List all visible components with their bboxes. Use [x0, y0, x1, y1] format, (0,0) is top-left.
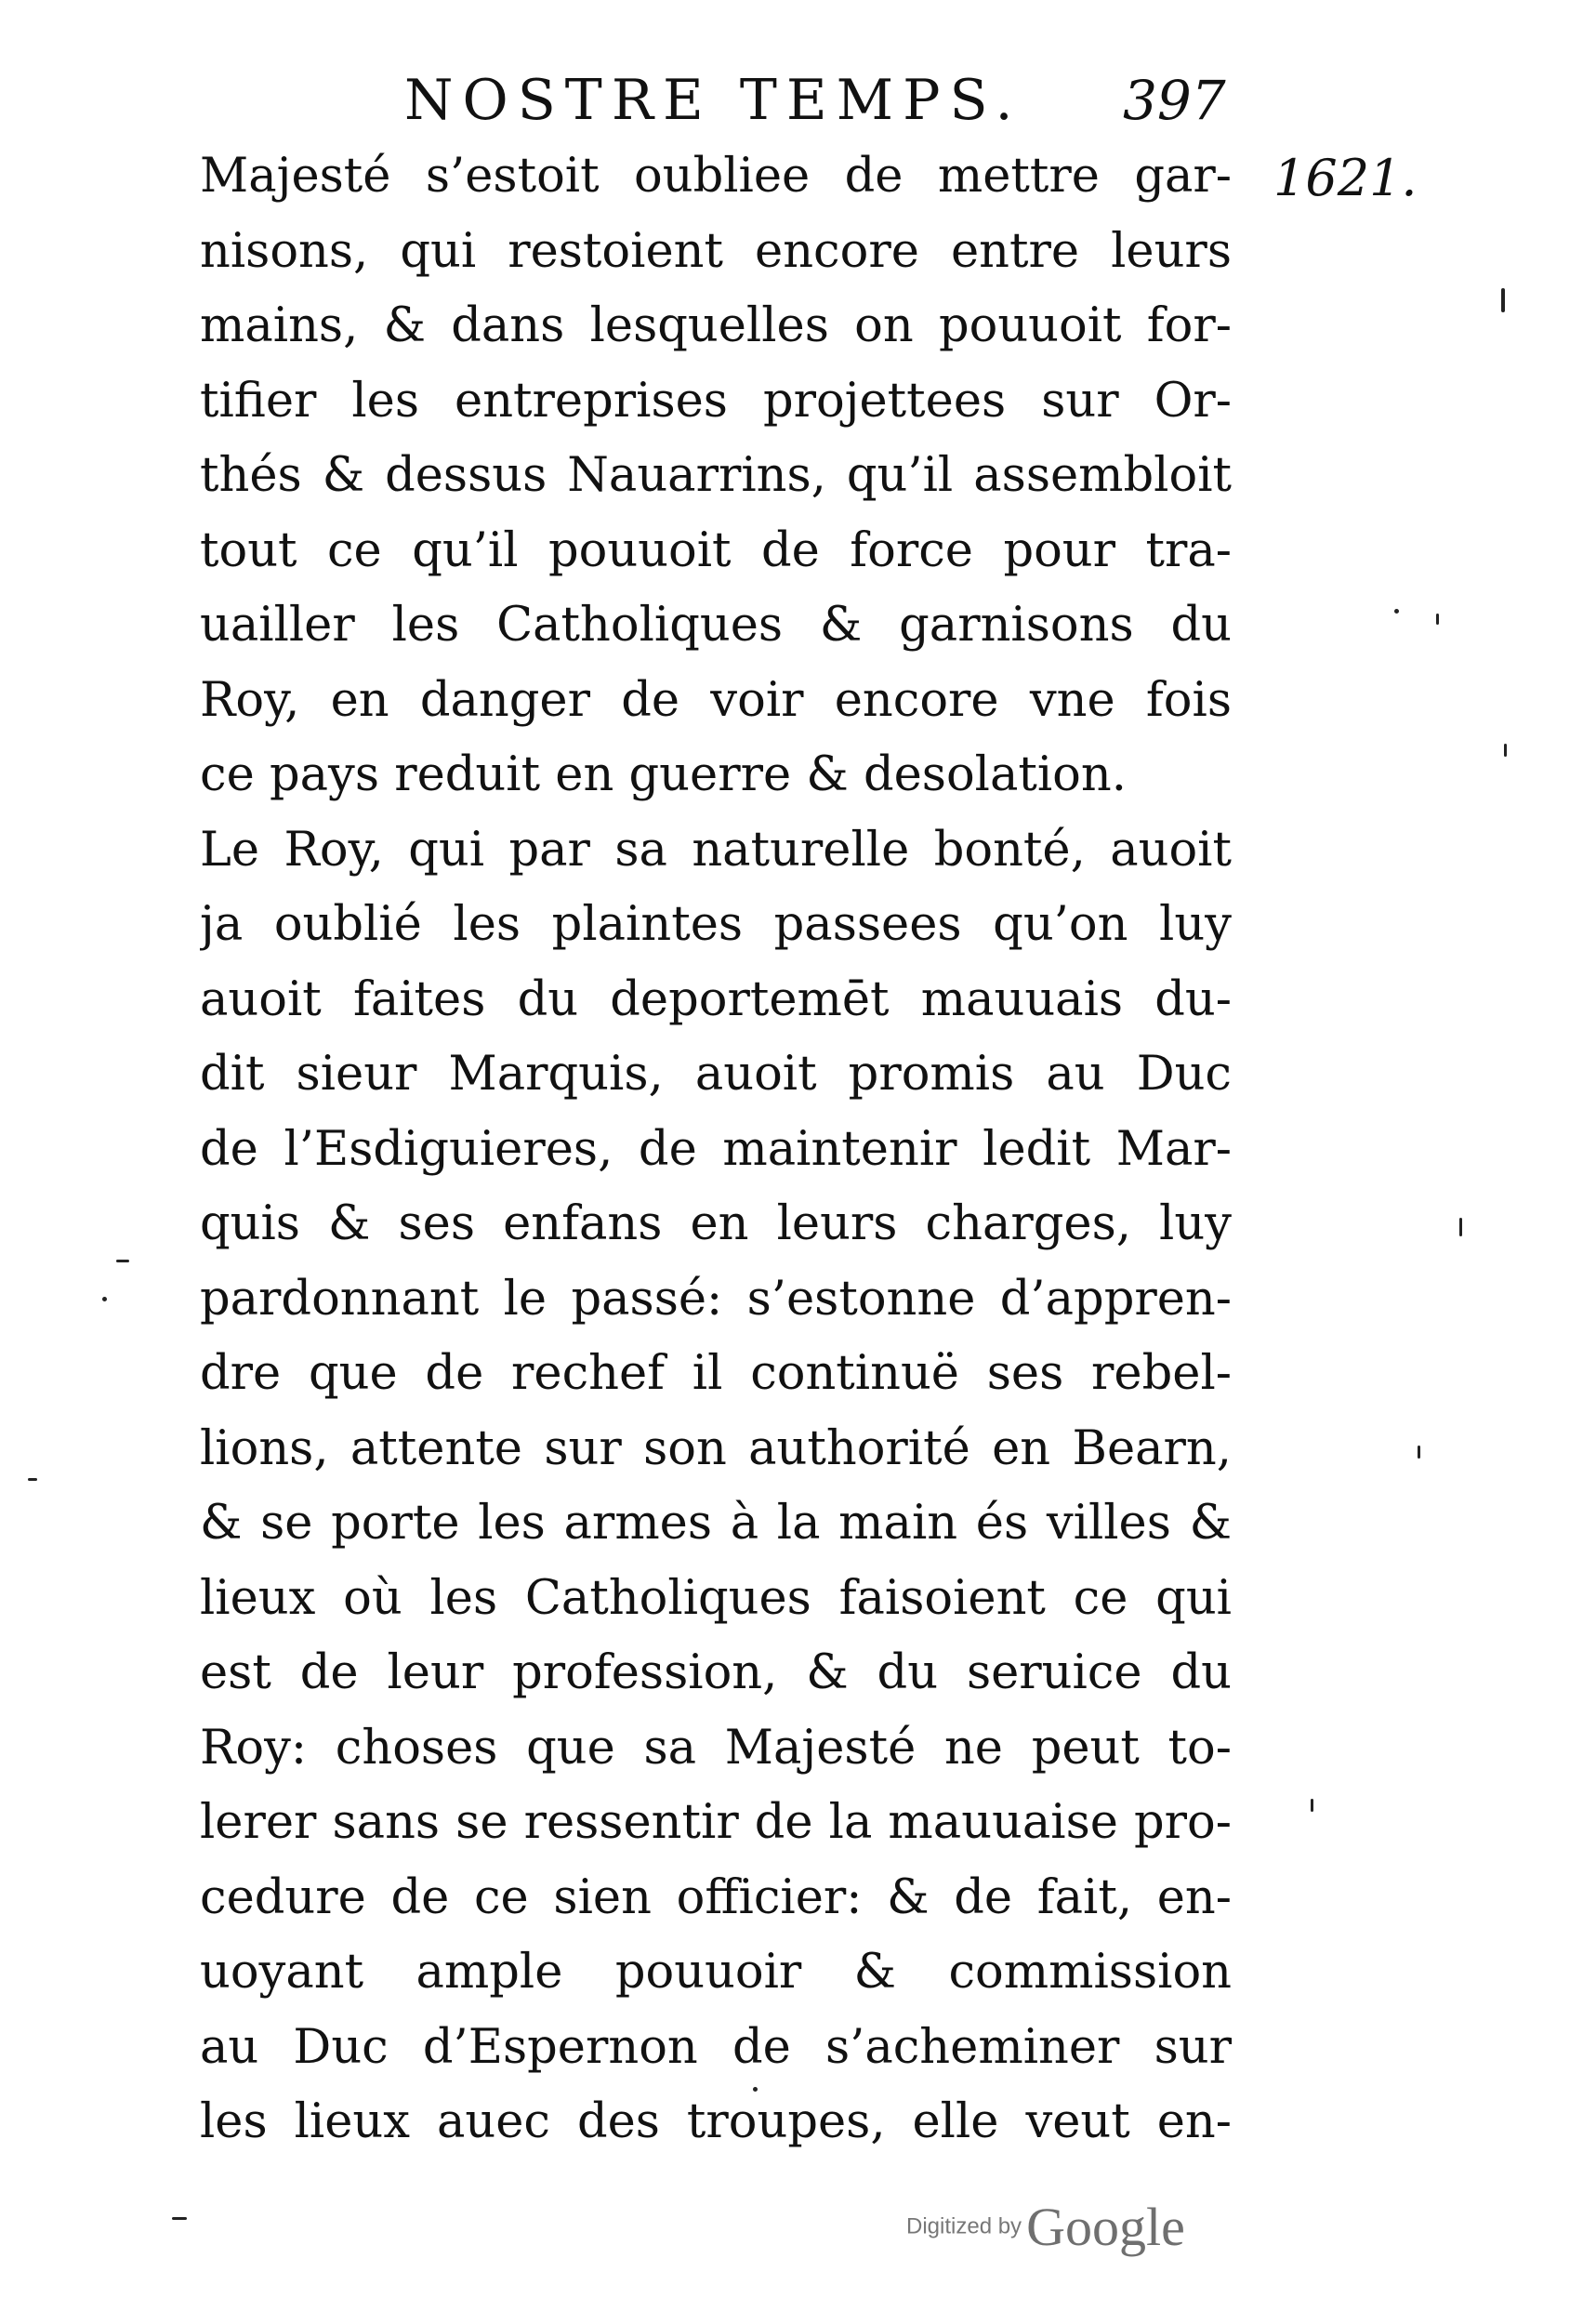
text-line: ja oublié les plaintes passees qu’on luy — [200, 897, 1232, 952]
scan-speck — [172, 2217, 187, 2220]
scan-speck — [102, 1297, 107, 1301]
text-line: mains, & dans lesquelles on pouuoit for- — [200, 298, 1232, 353]
scan-speck — [1311, 1799, 1313, 1812]
text-line: de l’Esdiguieres, de maintenir ledit Mar- — [200, 1121, 1232, 1177]
scan-speck — [1394, 609, 1399, 614]
scan-speck — [1459, 1218, 1462, 1236]
scan-speck — [28, 1478, 37, 1481]
scan-speck — [1418, 1446, 1420, 1459]
text-line: dit sieur Marquis, auoit promis au Duc — [200, 1047, 1232, 1102]
text-line: tifier les entreprises projettees sur Or- — [200, 373, 1232, 429]
text-line: uoyant ample pouuoir & commission — [200, 1945, 1232, 2000]
text-line: Le Roy, qui par sa naturelle bonté, auoit — [200, 822, 1232, 878]
text-line: dre que de rechef il continuë ses rebel- — [200, 1346, 1232, 1401]
text-line: thés & dessus Nauarrins, qu’il assembloit — [200, 448, 1232, 503]
text-line: lions, attente sur son authorité en Bearn, — [200, 1420, 1232, 1476]
scan-speck — [1436, 614, 1439, 625]
text-line: Majesté s’estoit oubliee de mettre gar- — [200, 149, 1232, 204]
text-line: est de leur profession, & du seruice du — [200, 1645, 1232, 1700]
scan-speck — [753, 2087, 758, 2092]
text-line: lerer sans se ressentir de la mauuaise pro- — [200, 1795, 1232, 1850]
watermark-prefix: Digitized by — [906, 2213, 1022, 2239]
text-line: Roy: choses que sa Majesté ne peut to- — [200, 1720, 1232, 1776]
margin-year-note: 1621. — [1273, 149, 1418, 207]
text-line: lieux où les Catholiques faisoient ce qui — [200, 1570, 1232, 1626]
google-logo: Google — [1026, 2197, 1185, 2257]
text-line: quis & ses enfans en leurs charges, luy — [200, 1196, 1232, 1251]
running-title: NOSTRE TEMPS. — [404, 68, 1022, 133]
scan-speck — [116, 1260, 129, 1262]
scan-speck — [1504, 744, 1507, 757]
body-text — [200, 139, 1232, 2160]
text-line: nisons, qui restoient encore entre leurs — [200, 223, 1232, 279]
digitized-watermark — [906, 2196, 1185, 2261]
text-line: & se porte les armes à la main és villes & — [200, 1496, 1232, 1551]
text-line: cedure de ce sien officier: & de fait, en- — [200, 1869, 1232, 1925]
text-line: ce pays reduit en guerre & desolation. — [200, 747, 1127, 802]
text-line: tout ce qu’il pouuoit de force pour tra- — [200, 522, 1232, 578]
text-line: les lieux auec des troupes, elle veut en- — [200, 2094, 1232, 2149]
text-line: uailler les Catholiques & garnisons du — [200, 598, 1232, 653]
text-line: auoit faites du deportemēt mauuais du- — [200, 971, 1232, 1027]
text-line: pardonnant le passé: s’estonne d’appren- — [200, 1271, 1232, 1327]
scan-speck — [1501, 288, 1505, 312]
text-line: au Duc d’Espernon de s’acheminer sur — [200, 2019, 1232, 2075]
running-head — [372, 63, 1226, 138]
text-line: Roy, en danger de voir encore vne fois — [200, 672, 1232, 728]
page-number: 397 — [1123, 69, 1226, 132]
